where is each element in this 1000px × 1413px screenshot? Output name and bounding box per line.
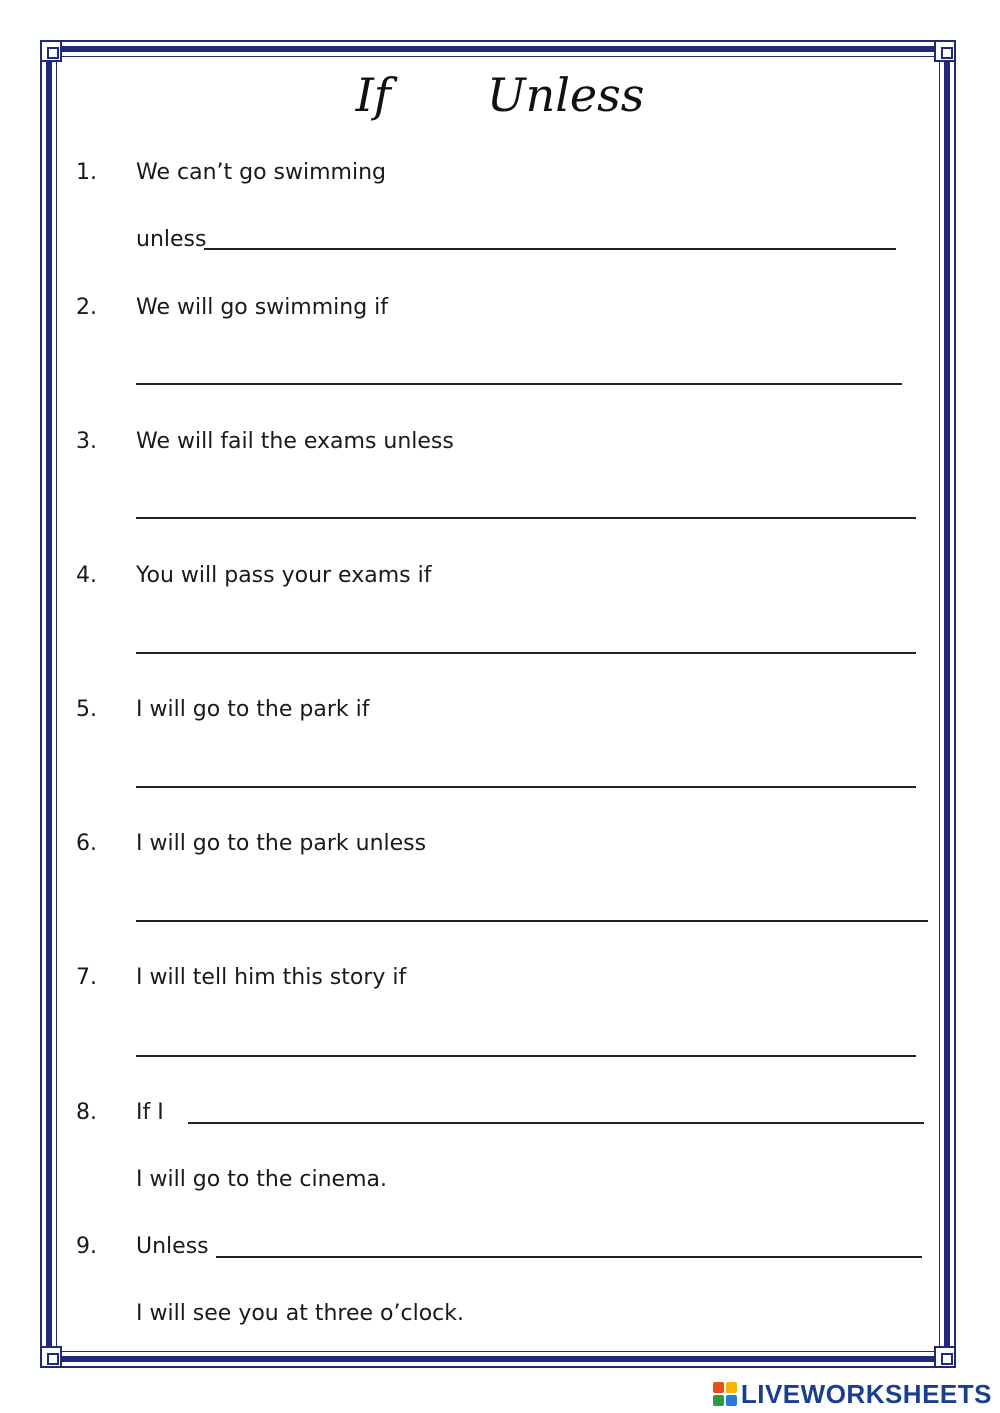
item-number: 5. <box>76 697 97 722</box>
answer-blank[interactable] <box>216 1256 922 1258</box>
item-prompt: Unless <box>136 1234 209 1259</box>
item-prompt: We can’t go swimming <box>136 160 386 185</box>
brand-name: LIVEWORKSHEETS <box>740 1378 992 1409</box>
liveworksheets-logo-icon <box>713 1382 737 1406</box>
item-number: 6. <box>76 831 97 856</box>
item-prefix: unless <box>136 227 207 252</box>
corner-ornament-icon <box>934 40 956 62</box>
corner-ornament-icon <box>934 1346 956 1368</box>
title-if: If <box>355 68 391 122</box>
corner-ornament-icon <box>40 40 62 62</box>
worksheet-title <box>0 68 1000 122</box>
liveworksheets-logo[interactable] <box>713 1378 992 1409</box>
answer-blank[interactable] <box>136 1055 916 1057</box>
answer-blank[interactable] <box>136 652 916 654</box>
item-number: 3. <box>76 429 97 454</box>
item-prompt: I will go to the park unless <box>136 831 427 856</box>
item-number: 7. <box>76 965 97 990</box>
corner-ornament-icon <box>40 1346 62 1368</box>
item-prompt: You will pass your exams if <box>136 563 432 588</box>
item-prompt: I will tell him this story if <box>136 965 407 990</box>
item-prompt: I will go to the park if <box>136 697 370 722</box>
item-number: 1. <box>76 160 97 185</box>
answer-blank[interactable] <box>136 383 902 385</box>
answer-blank[interactable] <box>136 786 916 788</box>
answer-blank[interactable] <box>136 920 928 922</box>
item-continuation: I will see you at three o’clock. <box>136 1301 464 1326</box>
answer-blank[interactable] <box>204 248 896 250</box>
item-prompt: We will go swimming if <box>136 295 389 320</box>
item-number: 9. <box>76 1234 97 1259</box>
item-prompt: If I <box>136 1100 164 1125</box>
item-prompt: We will fail the exams unless <box>136 429 454 454</box>
item-continuation: I will go to the cinema. <box>136 1167 387 1192</box>
title-unless: Unless <box>486 68 645 122</box>
answer-blank[interactable] <box>188 1122 924 1124</box>
item-number: 4. <box>76 563 97 588</box>
item-number: 2. <box>76 295 97 320</box>
item-number: 8. <box>76 1100 97 1125</box>
answer-blank[interactable] <box>136 517 916 519</box>
